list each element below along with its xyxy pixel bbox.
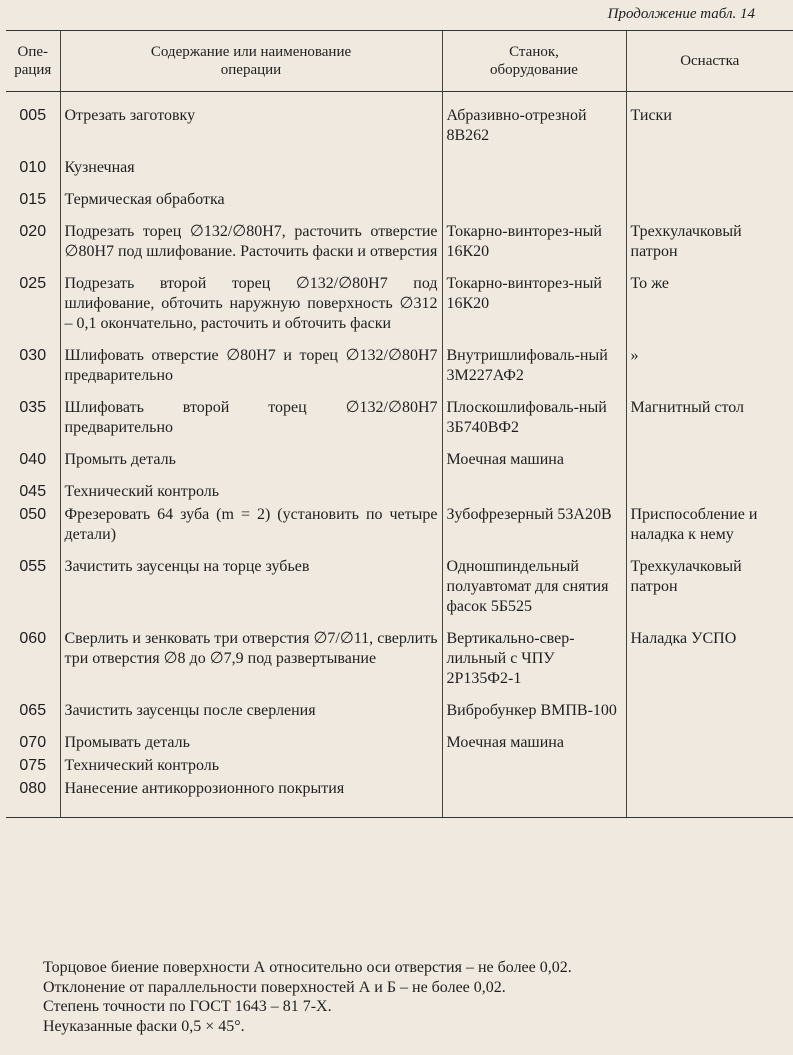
operation-tooling: » (626, 346, 793, 398)
operation-machine: Зубофрезерный 53А20В (442, 505, 626, 557)
table-row (6, 450, 793, 482)
header-operation: Опе- рация (6, 31, 60, 92)
operation-machine: Вибробункер ВМПВ-100 (442, 701, 626, 733)
operation-machine: Моечная машина (442, 733, 626, 756)
operation-machine (442, 779, 626, 818)
operation-content: Отрезать заготовку (60, 92, 442, 159)
operation-code: 040 (19, 451, 47, 468)
operation-machine (442, 158, 626, 190)
operation-tooling (626, 482, 793, 505)
operation-machine: Токарно-винторез-ный 16К20 (442, 222, 626, 274)
table-row (6, 274, 793, 346)
header-machine: Станок, оборудование (442, 31, 626, 92)
operation-tooling: Наладка УСПО (626, 629, 793, 701)
operation-tooling (626, 701, 793, 733)
operation-machine: Токарно-винторез-ный 16К20 (442, 274, 626, 346)
table-row (6, 557, 793, 629)
note-line: Отклонение от параллельности поверхностей А и Б – не более 0,02. (43, 978, 506, 996)
operation-content: Шлифовать отверстие ∅80H7 и торец ∅132/∅80H7 предварительно (60, 346, 442, 398)
table-row (6, 701, 793, 733)
operation-code: 035 (19, 399, 47, 416)
operation-machine: Абразивно-отрезной 8В262 (442, 92, 626, 159)
operation-tooling: Тиски (626, 92, 793, 159)
table-row (6, 779, 793, 818)
table-continuation-label: Продолжение табл. 14 (607, 6, 755, 22)
operation-tooling: То же (626, 274, 793, 346)
table-row (6, 222, 793, 274)
header-content: Содержание или наименование операции (60, 31, 442, 92)
table-row (6, 482, 793, 505)
operation-content: Зачистить заусенцы на торце зубьев (60, 557, 442, 629)
operation-machine (442, 756, 626, 779)
operation-content: Кузнечная (60, 158, 442, 190)
operation-machine: Одношпиндельный полуавтомат для снятия фасок 5Б525 (442, 557, 626, 629)
operation-content: Технический контроль (60, 482, 442, 505)
operation-code: 070 (19, 734, 47, 751)
operation-content: Промывать деталь (60, 733, 442, 756)
operation-tooling: Приспособление и наладка к нему (626, 505, 793, 557)
operation-code: 015 (19, 191, 47, 208)
operation-tooling (626, 158, 793, 190)
operation-tooling (626, 190, 793, 222)
operation-content: Промыть деталь (60, 450, 442, 482)
operation-code: 075 (19, 757, 47, 774)
table-row (6, 733, 793, 756)
table-row (6, 756, 793, 779)
operation-code: 010 (19, 159, 47, 176)
operation-code: 025 (19, 275, 47, 292)
table-row (6, 92, 793, 159)
operation-content: Фрезеровать 64 зуба (m = 2) (установить по четыре детали) (60, 505, 442, 557)
operation-code: 050 (19, 506, 47, 523)
operation-machine: Внутришлифоваль-ный 3М227АФ2 (442, 346, 626, 398)
note-line: Торцовое биение поверхности А относительно оси отверстия – не более 0,02. (43, 959, 572, 976)
operation-code: 045 (19, 483, 47, 500)
operation-content: Технический контроль (60, 756, 442, 779)
operation-machine (442, 482, 626, 505)
operation-tooling (626, 779, 793, 818)
table-header-row (6, 31, 793, 92)
operation-tooling: Трехкулачковый патрон (626, 222, 793, 274)
table-row (6, 158, 793, 190)
operation-tooling: Трехкулачковый патрон (626, 557, 793, 629)
operation-content: Зачистить заусенцы после сверления (60, 701, 442, 733)
technical-notes (43, 958, 783, 1036)
operation-code: 065 (19, 702, 47, 719)
operation-tooling: Магнитный стол (626, 398, 793, 450)
table-row (6, 398, 793, 450)
note-line: Степень точности по ГОСТ 1643 – 81 7-Х. (43, 998, 332, 1015)
note-line: Неуказанные фаски 0,5 × 45°. (43, 1017, 245, 1035)
operation-code: 060 (19, 630, 47, 647)
table-row (6, 505, 793, 557)
operation-machine: Моечная машина (442, 450, 626, 482)
operation-code: 020 (19, 223, 47, 240)
header-tooling: Оснастка (626, 31, 793, 92)
operation-content: Нанесение антикоррозионного покрытия (60, 779, 442, 818)
operation-tooling (626, 450, 793, 482)
operations-table (6, 30, 793, 818)
operation-content: Сверлить и зенковать три отверстия ∅7/∅11, сверлить три отверстия ∅8 до ∅7,9 под развертывание (60, 629, 442, 701)
operation-machine (442, 190, 626, 222)
operation-content: Подрезать второй торец ∅132/∅80H7 под шлифование, обточить наружную поверхность ∅312 – 0,1 окончательно, расточить и обточить фаски (60, 274, 442, 346)
operation-code: 005 (19, 107, 47, 124)
operation-code: 030 (19, 347, 47, 364)
operation-code: 080 (6, 779, 60, 818)
table-row (6, 190, 793, 222)
operation-content: Шлифовать второй торец ∅132/∅80H7 предварительно (60, 398, 442, 450)
operation-tooling (626, 756, 793, 779)
operation-tooling (626, 733, 793, 756)
table-row (6, 629, 793, 701)
operation-machine: Вертикально-свер-лильный с ЧПУ 2Р135Ф2-1 (442, 629, 626, 701)
operation-content: Подрезать торец ∅132/∅80H7, расточить отверстие ∅80H7 под шлифование. Расточить фаски и отверстия (60, 222, 442, 274)
operation-code: 055 (19, 558, 47, 575)
operation-content: Термическая обработка (60, 190, 442, 222)
table-row (6, 346, 793, 398)
operation-machine: Плоскошлифоваль-ный 3Б740ВФ2 (442, 398, 626, 450)
